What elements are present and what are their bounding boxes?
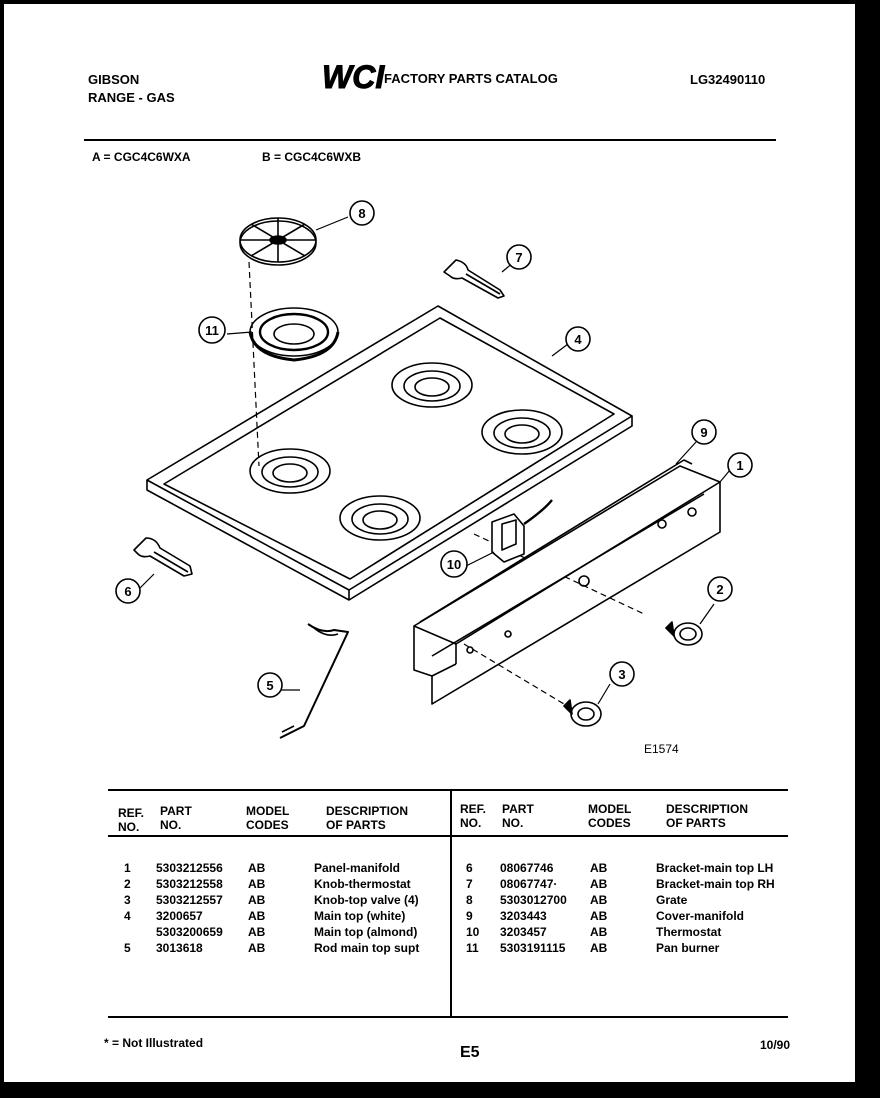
catalog-code: LG32490110 — [690, 72, 766, 87]
table-cell-code: AB — [590, 861, 608, 875]
table-cell-part: 3013618 — [156, 941, 203, 955]
table-cell-desc: Panel-manifold — [314, 861, 401, 875]
header-model-right: MODEL CODES — [588, 802, 632, 830]
table-cell-ref: 3 — [124, 893, 131, 907]
svg-text:11: 11 — [205, 323, 219, 338]
callout-1 — [728, 453, 752, 477]
table-cell-code: AB — [590, 877, 608, 891]
table-cell-desc: Rod main top supt — [314, 941, 420, 955]
table-cell-code: AB — [248, 861, 266, 875]
svg-text:2: 2 — [716, 582, 724, 597]
table-cell-desc: Cover-manifold — [656, 909, 745, 923]
svg-text:9: 9 — [700, 425, 708, 440]
table-cell-desc: Bracket-main top RH — [656, 877, 775, 891]
revision-date: 10/90 — [760, 1038, 791, 1052]
callout-11 — [199, 317, 225, 343]
table-cell-code: AB — [590, 909, 608, 923]
header-model: MODEL CODES — [246, 804, 290, 832]
table-cell-ref: 2 — [124, 877, 131, 891]
parts-catalog-page — [4, 4, 855, 1082]
brand-name: GIBSON — [88, 72, 140, 87]
svg-text:1: 1 — [736, 458, 744, 473]
callout-10 — [441, 551, 467, 577]
product-category: RANGE - GAS — [88, 90, 175, 105]
table-cell-ref: 6 — [466, 861, 473, 875]
table-cell-ref: 5 — [124, 941, 131, 955]
svg-text:7: 7 — [515, 250, 523, 265]
table-cell-code: AB — [248, 941, 266, 955]
header-desc-right: DESCRIPTION OF PARTS — [666, 802, 749, 830]
table-cell-ref: 4 — [124, 909, 131, 923]
table-cell-desc: Knob-top valve (4) — [314, 893, 419, 907]
table-cell-desc: Knob-thermostat — [314, 877, 411, 891]
header-part: PART NO. — [160, 804, 192, 832]
table-cell-ref: 1 — [124, 861, 131, 875]
svg-text:10: 10 — [446, 557, 462, 572]
table-cell-desc: Main top (white) — [314, 909, 406, 923]
pan-burner-part — [250, 308, 338, 360]
callout-4 — [566, 327, 590, 351]
not-illustrated-note: * = Not Illustrated — [104, 1036, 204, 1050]
bracket-rh-part — [444, 260, 504, 298]
svg-text:4: 4 — [574, 332, 582, 347]
table-cell-part: 5303200659 — [156, 925, 223, 939]
table-cell-ref: 8 — [466, 893, 473, 907]
callout-2 — [708, 577, 732, 601]
table-cell-code: AB — [590, 893, 608, 907]
table-cell-part: 5303191115 — [500, 941, 566, 955]
table-cell-desc: Thermostat — [656, 925, 722, 939]
table-cell-code: AB — [248, 909, 266, 923]
catalog-title: FACTORY PARTS CATALOG — [384, 71, 558, 86]
svg-text:6: 6 — [124, 584, 132, 599]
table-cell-code: AB — [248, 925, 266, 939]
table-cell-part: 5303212557 — [156, 893, 223, 907]
table-cell-ref: 10 — [466, 925, 480, 939]
model-b: B = CGC4C6WXB — [262, 150, 362, 164]
table-cell-part: 5303212558 — [156, 877, 223, 891]
rod-part — [280, 624, 348, 738]
table-cell-code: AB — [590, 941, 608, 955]
header-ref: REF. NO. — [118, 806, 145, 834]
table-cell-part: 3200657 — [156, 909, 203, 923]
table-cell-part: 5303012700 — [500, 893, 567, 907]
table-cell-desc: Main top (almond) — [314, 925, 418, 939]
grate-part — [240, 218, 316, 265]
table-cell-desc: Grate — [656, 893, 688, 907]
table-cell-code: AB — [590, 925, 608, 939]
knob-top-valve-part — [564, 700, 601, 726]
table-cell-part: 08067747· — [500, 877, 558, 891]
table-cell-part: 08067746 — [500, 861, 554, 875]
header-part-right: PART NO. — [502, 802, 534, 830]
svg-text:8: 8 — [358, 206, 366, 221]
table-cell-ref: 9 — [466, 909, 473, 923]
logo-text: WCI — [322, 60, 385, 94]
callout-3 — [610, 662, 634, 686]
table-cell-desc: Pan burner — [656, 941, 720, 955]
table-bottom-rule — [108, 1016, 788, 1018]
callout-5 — [258, 673, 282, 697]
table-cell-ref: 7 — [466, 877, 473, 891]
table-cell-part: 5303212556 — [156, 861, 223, 875]
figure-id: E1574 — [644, 742, 679, 756]
callout-7 — [507, 245, 531, 269]
model-a: A = CGC4C6WXA — [92, 150, 191, 164]
callout-9 — [692, 420, 716, 444]
table-cell-part: 3203443 — [500, 909, 547, 923]
callout-6 — [116, 579, 140, 603]
table-header-rule — [108, 835, 788, 837]
callout-8 — [350, 201, 374, 225]
table-cell-ref: 11 — [466, 941, 479, 955]
exploded-parts-diagram — [4, 4, 855, 784]
table-cell-code: AB — [248, 893, 266, 907]
table-top-rule — [108, 789, 788, 791]
page-number: E5 — [460, 1044, 480, 1061]
bracket-lh-part — [134, 538, 192, 576]
table-cell-code: AB — [248, 877, 266, 891]
header-desc: DESCRIPTION OF PARTS — [326, 804, 409, 832]
table-divider — [450, 791, 452, 1016]
svg-text:5: 5 — [266, 678, 274, 693]
svg-text:3: 3 — [618, 667, 626, 682]
knob-thermostat-part — [666, 622, 702, 645]
table-cell-desc: Bracket-main top LH — [656, 861, 774, 875]
header-ref-right: REF. NO. — [460, 802, 487, 830]
table-cell-part: 3203457 — [500, 925, 547, 939]
